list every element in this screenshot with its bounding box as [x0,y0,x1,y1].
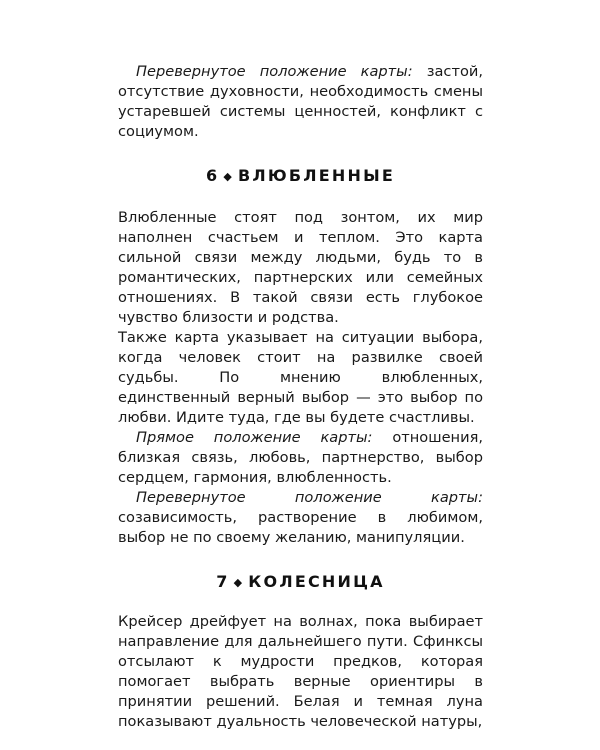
card-title: КОЛЕСНИЦА [248,572,385,591]
body-paragraph: Также карта указывает на ситуации выбора, когда человек стоит на развилке своей судьбы. По мнению влюбленных, единственный верный выбор — это выбор по любви. Идите туда, где вы будете счастливы. [118,329,483,426]
reversed-meaning-paragraph [118,488,483,548]
diamond-separator-icon: ◆ [233,576,245,589]
card-number: 7 [216,572,230,591]
book-page [118,62,483,732]
reversed-meaning-text: застой, отсутствие духовности, необходимость смены устаревшей системы ценностей, конфликт с социумом. [118,63,483,140]
reversed-meaning-text: созависимость, растворение в любимом, выбор не по своему желанию, манипуляции. [118,509,483,546]
diamond-separator-icon: ◆ [223,170,235,183]
reversed-meaning-label: Перевернутое положение карты: [136,489,483,506]
reversed-meaning-label: Перевернутое положение карты: [136,63,413,80]
card-number: 6 [206,166,220,185]
section-heading-lovers [118,166,483,186]
upright-meaning-label: Прямое положение карты: [136,429,373,446]
upright-meaning-paragraph [118,428,483,488]
card-title: ВЛЮБЛЕННЫЕ [238,166,395,185]
section-heading-chariot [118,572,483,592]
body-paragraph: Влюбленные стоят под зонтом, их мир наполнен счастьем и теплом. Это карта сильной связи между людьми, будь то в романтических, партнерских или семейных отношениях. В такой связи есть глубокое чувство близости и родства. [118,209,483,326]
upright-meaning-text: отношения, близкая связь, любовь, партнерство, выбор сердцем, гармония, влюбленность. [118,429,483,486]
body-paragraph: Крейсер дрейфует на волнах, пока выбирает направление для дальнейшего пути. Сфинксы отсылают к мудрости предков, которая помогает выбрать верные ориентиры в принятии решений. Белая и темная луна показывают дуальность человеческой натуры, [118,613,483,730]
reversed-meaning-paragraph [118,62,483,142]
